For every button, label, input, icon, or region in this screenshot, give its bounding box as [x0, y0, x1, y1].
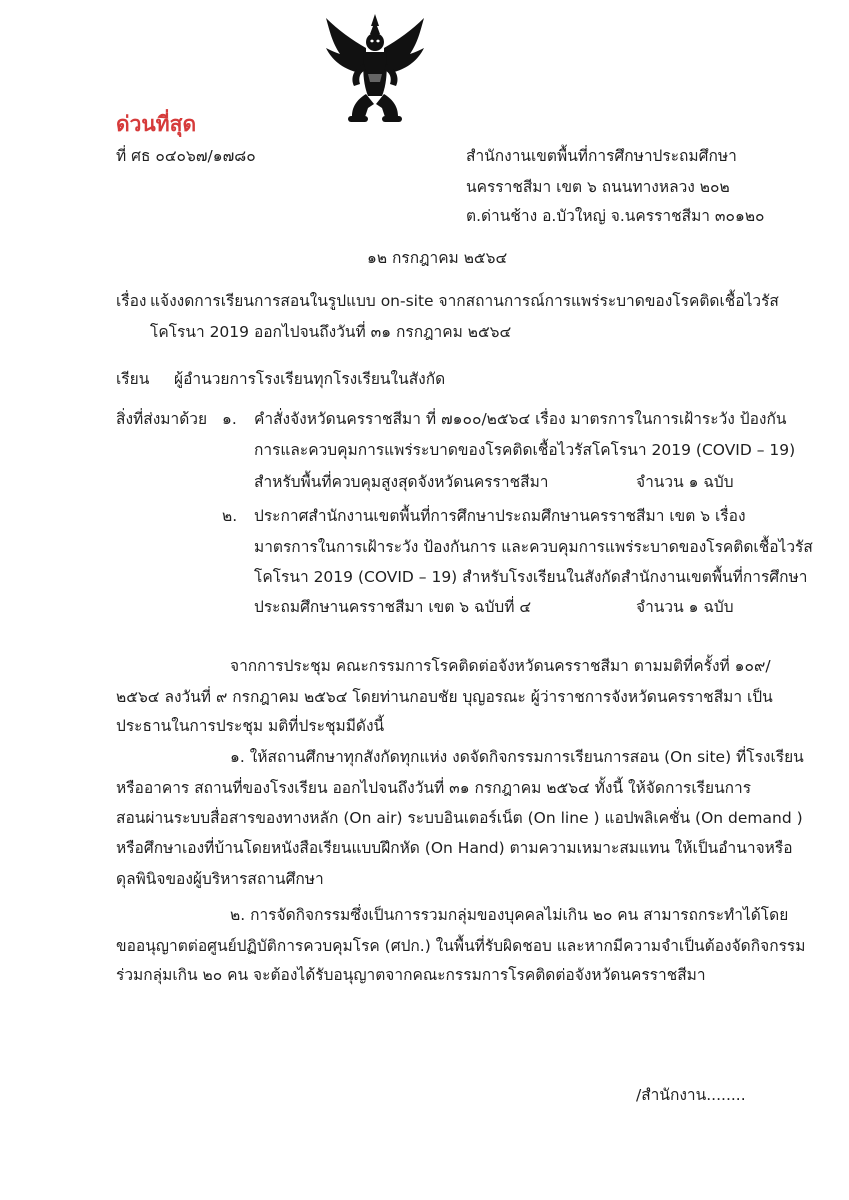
enclosure-line: การและควบคุมการแพร่ระบาดของโรคติดเชื้อไวรัสโคโรนา 2019 (COVID – 19): [254, 441, 796, 459]
resolution-item-line: ๑. ให้สถานศึกษาทุกสังกัดทุกแห่ง งดจัดกิจกรรมการเรียนการสอน (On site) ที่โรงเรียน: [230, 748, 804, 766]
subject-line: แจ้งงดการเรียนการสอนในรูปแบบ on-site จากสถานการณ์การแพร่ระบาดของโรคติดเชื้อไวรัส: [150, 292, 779, 310]
subject-line: โคโรนา 2019 ออกไปจนถึงวันที่ ๓๑ กรกฎาคม ๒๕๖๔: [150, 323, 512, 341]
garuda-emblem-icon: [322, 12, 428, 124]
enclosures-label: สิ่งที่ส่งมาด้วย: [116, 410, 208, 428]
document-date: ๑๒ กรกฎาคม ๒๕๖๔: [367, 249, 508, 267]
subject-label: เรื่อง: [116, 292, 147, 310]
body-paragraph-line: ประธานในการประชุม มติที่ประชุมมีดังนี้: [116, 717, 385, 735]
recipient-label: เรียน: [116, 370, 150, 388]
resolution-item-line: ร่วมกลุ่มเกิน ๒๐ คน จะต้องได้รับอนุญาตจากคณะกรรมการโรคติดต่อจังหวัดนครราชสีมา: [116, 966, 706, 984]
enclosure-number: ๒.: [222, 507, 238, 525]
enclosure-line: ประกาศสำนักงานเขตพื้นที่การศึกษาประถมศึกษานครราชสีมา เขต ๖ เรื่อง: [254, 507, 746, 525]
recipient-text: ผู้อำนวยการโรงเรียนทุกโรงเรียนในสังกัด: [174, 370, 446, 388]
enclosure-line: ประถมศึกษานครราชสีมา เขต ๖ ฉบับที่ ๔: [254, 598, 532, 616]
office-address-line: ต.ด่านช้าง อ.บัวใหญ่ จ.นครราชสีมา ๓๐๑๒๐: [466, 207, 765, 225]
resolution-item-line: ๒. การจัดกิจกรรมซึ่งเป็นการรวมกลุ่มของบุคคลไม่เกิน ๒๐ คน สามารถกระทำได้โดย: [230, 906, 789, 924]
enclosure-copies: จำนวน ๑ ฉบับ: [636, 598, 734, 616]
resolution-item-line: ขออนุญาตต่อศูนย์ปฏิบัติการควบคุมโรค (ศปก.) ในพื้นที่รับผิดชอบ และหากมีความจำเป็นต้องจัดกิจกรรม: [116, 937, 806, 955]
enclosure-line: มาตรการในการเฝ้าระวัง ป้องกันการ และควบคุมการแพร่ระบาดของโรคติดเชื้อไวรัส: [254, 538, 813, 556]
body-paragraph-line: ๒๕๖๔ ลงวันที่ ๙ กรกฎาคม ๒๕๖๔ โดยท่านกอบชัย บุญอรณะ ผู้ว่าราชการจังหวัดนครราชสีมา เป็น: [116, 688, 773, 706]
enclosure-copies: จำนวน ๑ ฉบับ: [636, 473, 734, 491]
body-paragraph-line: จากการประชุม คณะกรรมการโรคติดต่อจังหวัดนครราชสีมา ตามมติที่ครั้งที่ ๑๐๙/: [230, 657, 771, 675]
reference-number: ที่ ศธ ๐๔๐๖๗/๑๗๘๐: [116, 147, 256, 165]
enclosure-line: คำสั่งจังหวัดนครราชสีมา ที่ ๗๑๐๐/๒๕๖๔ เรื่อง มาตรการในการเฝ้าระวัง ป้องกัน: [254, 410, 787, 428]
resolution-item-line: สอนผ่านระบบสื่อสารของทางหลัก (On air) ระบบอินเตอร์เน็ต (On line ) แอปพลิเคชั่น (On demand ): [116, 809, 803, 827]
urgency-label: ด่วนที่สุด: [116, 112, 197, 136]
office-address-line: นครราชสีมา เขต ๖ ถนนทางหลวง ๒๐๒: [466, 178, 730, 196]
enclosure-line: โคโรนา 2019 (COVID – 19) สำหรับโรงเรียนในสังกัดสำนักงานเขตพื้นที่การศึกษา: [254, 568, 808, 586]
resolution-item-line: หรือศึกษาเองที่บ้านโดยหนังสือเรียนแบบฝึกหัด (On Hand) ตามความเหมาะสมแทน ให้เป็นอำนาจหรือ: [116, 839, 793, 857]
office-address-line: สำนักงานเขตพื้นที่การศึกษาประถมศึกษา: [466, 147, 737, 165]
enclosure-number: ๑.: [222, 410, 237, 428]
resolution-item-line: หรืออาคาร สถานที่ของโรงเรียน ออกไปจนถึงวันที่ ๓๑ กรกฎาคม ๒๕๖๔ ทั้งนี้ ให้จัดการเรียนการ: [116, 779, 752, 797]
enclosure-line: สำหรับพื้นที่ควบคุมสูงสุดจังหวัดนครราชสีมา: [254, 473, 549, 491]
resolution-item-line: ดุลพินิจของผู้บริหารสถานศึกษา: [116, 870, 324, 888]
continued-on-next-page: /สำนักงาน........: [636, 1086, 746, 1104]
